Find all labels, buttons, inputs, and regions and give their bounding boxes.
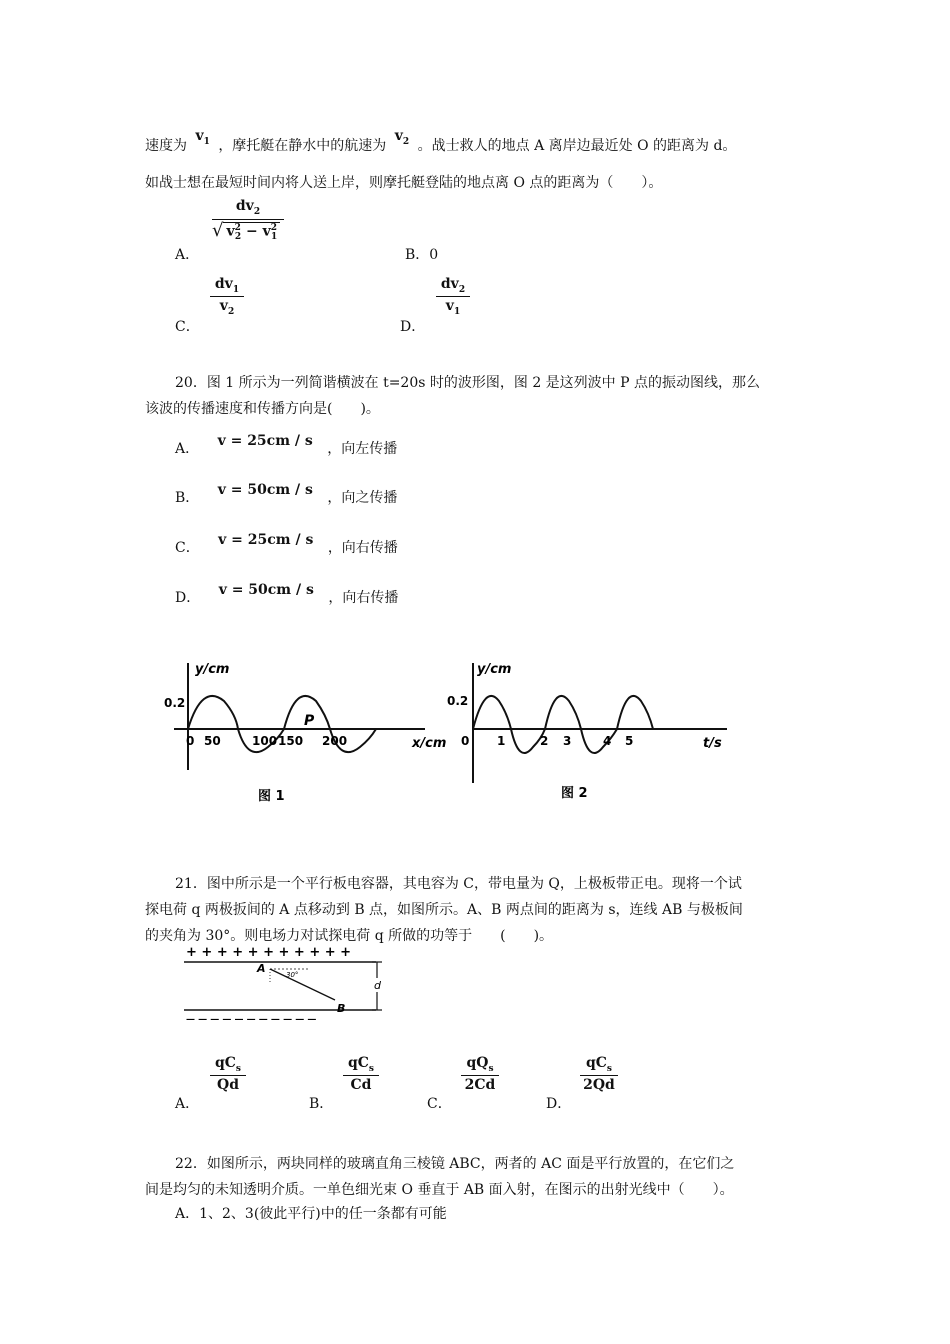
q19-option-a-letter: A． [175,247,200,263]
angle-label: 30° [286,971,299,979]
q19-option-c-letter: C． [175,319,200,335]
fig1-xlabel: x/cm [412,736,447,751]
q21-option-c-letter: C． [427,1096,452,1112]
q22-line1: 22．如图所示，两块同样的玻璃直角三棱镜 ABC，两者的 AC 面是平行放置的，在它们之 [175,1156,735,1172]
fig2-caption: 图 2 [561,786,588,801]
q21-option-b-letter: B． [309,1096,334,1112]
q21-option-c-fraction: $qQ_s$ 2Cd [461,1055,499,1093]
q22-option-a: A．1、2、3(彼此平行)中的任一条都有可能 [175,1206,447,1222]
q20-line2: 该波的传播速度和传播方向是( )。 [145,401,380,417]
q19-line2: 如战士想在最短时间内将人送上岸，则摩托艇登陆的地点离 O 点的距离为（ ）。 [145,175,663,191]
q20-option-b: B． v = 50cm / s ，向之传播 [175,482,398,506]
q21-option-d-letter: D． [546,1096,572,1112]
fig2-tick-1: 1 [497,734,506,748]
q22-line2: 间是均匀的未知透明介质。一单色细光束 O 垂直于 AB 面入射，在图示的出射光线中（ ）。 [145,1182,734,1198]
fig1-tick-0: 0 [186,734,195,748]
capacitor-minus-charges: — — — — — — — — — — — [186,1015,317,1024]
q19-option-d-fraction: $\frac{dv_2}{v_1}$ [436,276,470,317]
fig2-xlabel: t/s [703,736,722,751]
fig1-tick-100: 100 [252,734,278,748]
q20-line1: 20．图 1 所示为一列简谐横波在 t=20s 时的波形图，图 2 是这列波中 P 点的振动图线，那么 [175,375,761,391]
q21-line2: 探电荷 q 两极扳间的 A 点移动到 B 点，如图所示。A、B 两点间的距离为 s，连线 AB 与极板间 [145,902,743,918]
point-b-label: B [337,1002,346,1015]
fig1-amp-label: 0.2 [164,696,186,710]
q21-option-b-fraction: $qC_s$ Cd [343,1055,379,1093]
fig1-tick-50: 50 [204,734,221,748]
q19-option-a-fraction: $dv_2$ √ $v^2_2 - v^2_1$ [212,198,284,242]
fig2-tick-4: 4 [603,734,612,748]
vibration-figure-2 [445,655,735,810]
fig2-tick-3: 3 [563,734,572,748]
q21-line1: 21．图中所示是一个平行板电容器，其电容为 C，带电量为 Q，上极板带正电。现将一个试 [175,876,742,892]
v1-symbol: $v_1$ [195,128,210,147]
fig1-tick-150: 150 [278,734,304,748]
fig1-caption: 图 1 [258,789,285,804]
wave-figure-1 [150,655,450,810]
fig2-tick-0: 0 [461,734,470,748]
q20-option-c: C． v = 25cm / s ，向右传播 [175,532,398,556]
fig1-tick-200: 200 [322,734,348,748]
q21-option-a-fraction: $qC_s$ Qd [210,1055,246,1093]
q19-option-d-letter: D． [400,319,426,335]
q21-option-d-fraction: $qC_s$ 2Qd [580,1055,618,1093]
capacitor-plus-charges: + + + + + + + + + + + [186,945,352,960]
fig2-tick-5: 5 [625,734,634,748]
q19-option-c-fraction: $\frac{dv_1}{v_2}$ [210,276,244,317]
capacitor-figure [180,942,390,1024]
fig1-ylabel: y/cm [195,662,230,677]
q19-option-b: B．0 [405,247,439,263]
q21-line3: 的夹角为 30°。则电场力对试探电荷 q 所做的功等于 ( )。 [145,928,554,944]
v2-symbol: $v_2$ [394,128,410,147]
q19-line1: 速度为 $v_1$ ，摩托艇在静水中的航速为 $v_2$ 。战士救人的地点 A 离岸边最近处 O 的距离为 d。 [145,128,737,154]
fig1-point-p: P [304,713,315,729]
q21-option-a-letter: A． [175,1096,200,1112]
segment-ab [270,969,335,1000]
q20-option-d: D． v = 50cm / s ，向右传播 [175,582,399,606]
distance-d-label: d [374,979,381,992]
point-a-label: A [257,962,266,975]
fig2-ylabel: y/cm [477,662,512,677]
q20-option-a: A． v = 25cm / s ，向左传播 [175,433,398,457]
fig2-amp-label: 0.2 [447,694,469,708]
fig2-tick-2: 2 [540,734,549,748]
